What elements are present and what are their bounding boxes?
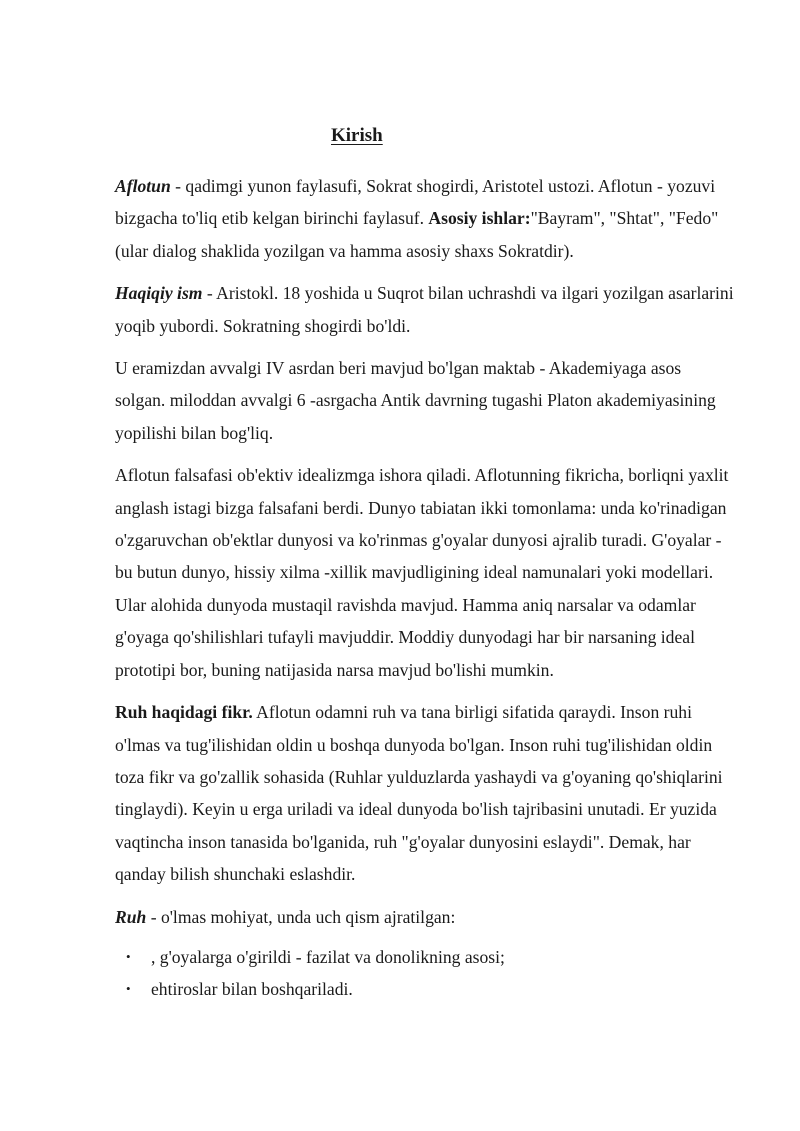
paragraph-philosophy: [115, 459, 735, 686]
paragraph-soul-idea: [115, 696, 735, 890]
paragraph-bold-label: Asosiy ishlar:: [428, 208, 531, 229]
paragraph-academy: [115, 352, 735, 449]
list-item: [115, 941, 735, 973]
paragraph-aflotun: [115, 170, 735, 267]
paragraph-text-continued: "Bayram", "Shtat", "Fedo" (ular dialog shaklida yozilgan va hamma asosiy shaxs Sokratdir).: [115, 208, 719, 261]
paragraph-text: - qadimgi yunon faylasufi, Sokrat shogirdi, Aristotel ustozi. Aflotun - yozuvi bizgacha to'liq etib kelgan birinchi faylasuf.: [115, 176, 716, 229]
paragraph-text: Aflotun odamni ruh va tana birligi sifatida qaraydi. Inson ruhi o'lmas va tug'ilishidan oldin u boshqa dunyoda bo'lgan. Inson ruhi tug'ilishidan oldin toza fikr va go'zallik sohasida (Ruhlar yulduzlarda yashaydi va g'oyaning qo'shiqlarini tinglaydi). Keyin u erga uriladi va ideal dunyoda bo'lish tajribasini unutadi. Er yuzida vaqtincha inson tanasida bo'lganida, ruh "g'oyalar dunyosini eslaydi". Demak, har qanday bilish shunchaki eslashdir.: [115, 702, 723, 885]
paragraph-lead-term: Aflotun: [115, 176, 171, 196]
list-item-text: , g'oyalarga o'girildi - fazilat va donolikning asosi;: [151, 946, 505, 967]
list-item-text: ehtiroslar bilan boshqariladi.: [151, 978, 353, 999]
paragraph-text: - Aristokl. 18 yoshida u Suqrot bilan uchrashdi va ilgari yozilgan asarlarini yoqib yubordi. Sokratning shogirdi bo'ldi.: [115, 283, 734, 336]
paragraph-text: - o'lmas mohiyat, unda uch qism ajratilgan:: [146, 906, 456, 927]
paragraph-text: U eramizdan avvalgi IV asrdan beri mavjud bo'lgan maktab - Akademiyaga asos solgan. miloddan avvalgi 6 -asrgacha Antik davrning tugashi Platon akademiyasining yopilishi bilan bog'liq.: [115, 358, 716, 443]
page-title: Kirish: [331, 125, 383, 146]
paragraph-lead-term: Ruh: [115, 906, 147, 927]
paragraph-bold-label: Ruh haqidagi fikr.: [115, 702, 253, 723]
paragraph-soul: [115, 901, 735, 933]
paragraph-lead-term: Haqiqiy ism: [115, 283, 203, 304]
list-item: [115, 973, 735, 1005]
paragraph-real-name: [115, 277, 735, 342]
document-body: [115, 170, 735, 1005]
bullet-icon: •: [126, 980, 131, 996]
bullet-list: [115, 941, 735, 1005]
bullet-icon: •: [126, 948, 131, 964]
paragraph-text: Aflotun falsafasi ob'ektiv idealizmga ishora qiladi. Aflotunning fikricha, borliqni yaxlit anglash istagi bizga falsafani berdi. Dunyo tabiatan ikki tomonlama: unda ko'rinadigan o'zgaruvchan ob'ektlar dunyosi va ko'rinmas g'oyalar dunyosi ajralib turadi. G'oyalar - bu butun dunyo, hissiy xilma -xillik mavjudligining ideal namunalari yoki modellari. Ular alohida dunyoda mustaqil ravishda mavjud. Hamma aniq narsalar va odamlar g'oyaga qo'shilishlari tufayli mavjuddir. Moddiy dunyodagi har bir narsaning ideal prototipi bor, buning natijasida narsa mavjud bo'lishi mumkin.: [115, 465, 729, 680]
